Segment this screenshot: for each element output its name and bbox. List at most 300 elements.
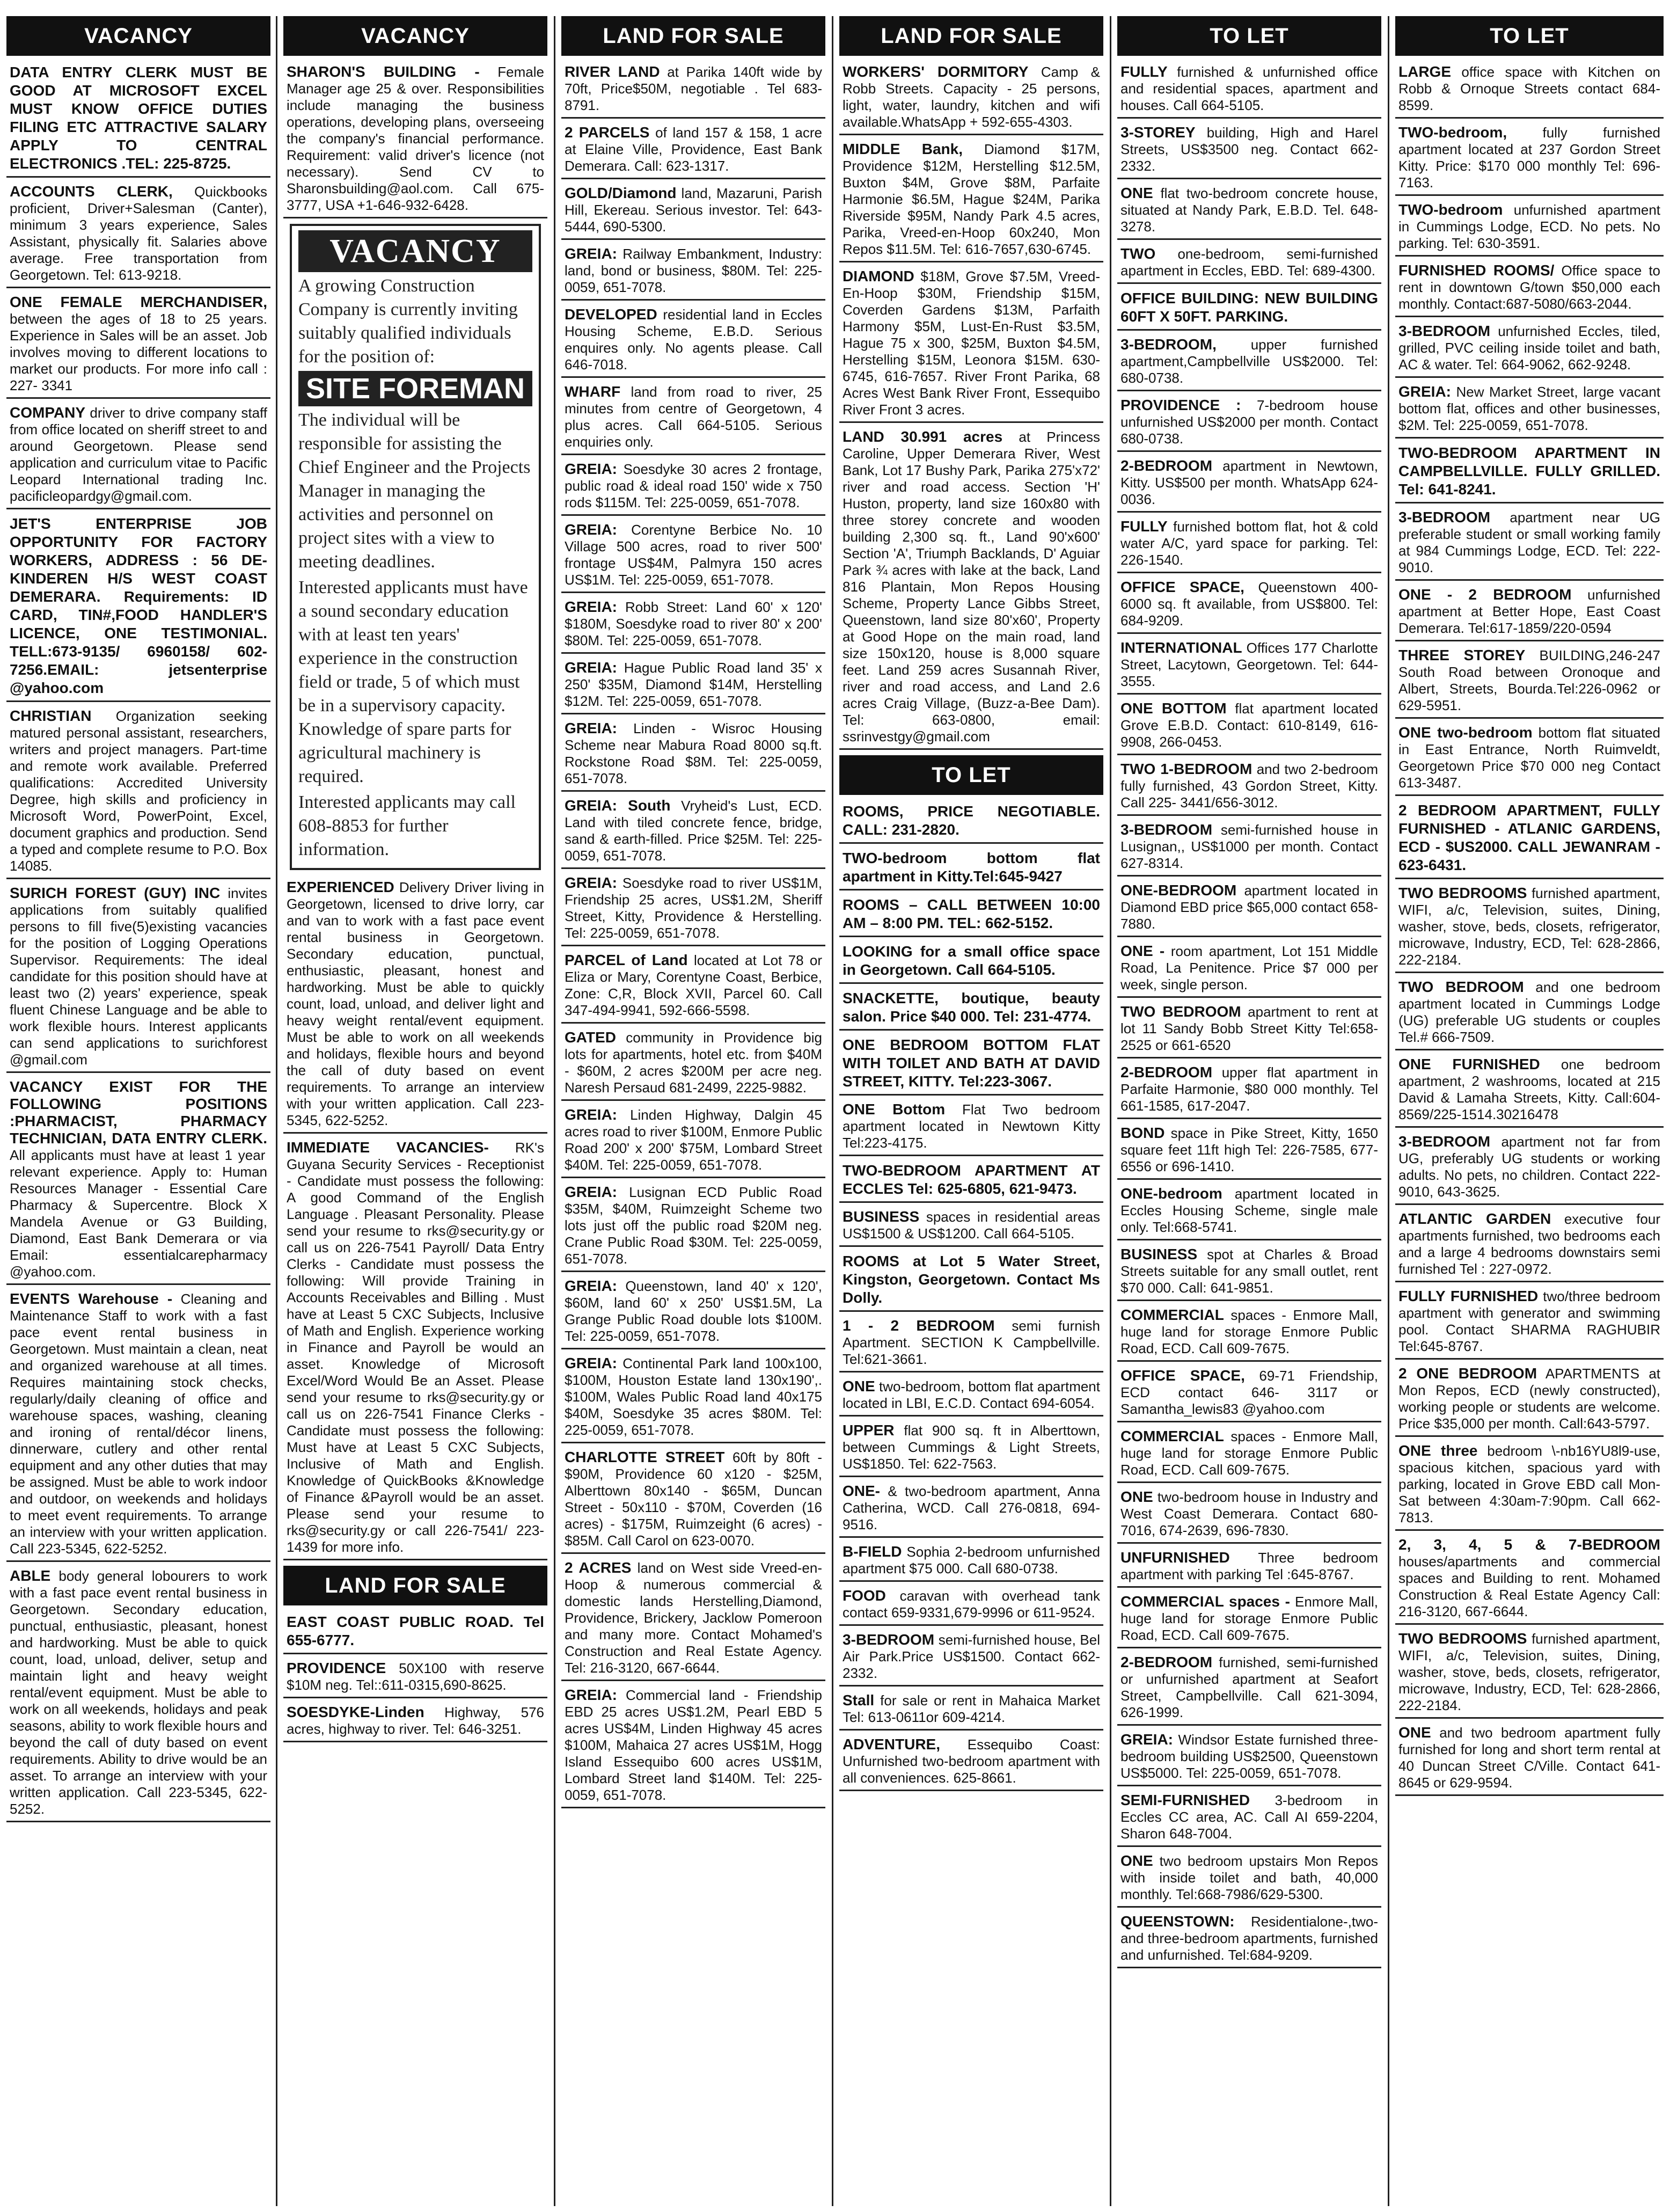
ad-body: Camp & Robb Streets. Capacity - 25 persons, light, water, laundry, kitchen and wifi available.WhatsApp + 592-655-4303.: [843, 64, 1100, 130]
ad-body: 3-bedroom in Eccles CC area, AC. Call AI 659-2204, Sharon 648-7004.: [1120, 1792, 1378, 1842]
classified-ad: [839, 1101, 1103, 1156]
classified-ad: [1117, 1488, 1381, 1544]
section-header: TO LET: [1117, 16, 1381, 56]
classified-ad: [1395, 1288, 1664, 1360]
ad-lead: 3-BEDROOM: [1398, 509, 1491, 525]
ad-body: Robb Street: Land 60' x 120' $180M, Soesdyke road to river 80' x 200' $80M. Tel: 225-0059, 651-7078.: [565, 599, 822, 648]
ad-lead: GREIA:: [1398, 383, 1451, 400]
ad-body: furnished apartment, WIFI, a/c, Television, suites, Dining, washer, stove, beds, closets, refrigerator, microwave, Industry, ECD, Tel: 628-2866, 222-2184.: [1398, 885, 1660, 968]
classified-ad: [1117, 1306, 1381, 1362]
classified-ad: [561, 720, 825, 792]
ad-lead: FULLY: [1120, 63, 1168, 80]
classified-ad: [561, 874, 825, 946]
classified-ad: [1395, 724, 1664, 796]
ad-body: $18M, Grove $7.5M, Vreed-En-Hoop $30M, Friendship $15M, Coverden Gardens $13M, Parfaith Harmony $5M, Lust-En-Rust $3.5M, Hague 75 x 300, $25M, Buxton $4.5M, Herstelling $15M, Leonora $15M. 630-6745, 616-7657. River Front Parika, 68 Acres West Bank River Front, Essequibo River Front 3 acres.: [843, 268, 1100, 418]
ad-body: apartment located in Eccles Housing Scheme, single male only. Tel:668-5741.: [1120, 1186, 1378, 1235]
ad-lead: EVENTS Warehouse -: [10, 1290, 173, 1307]
ad-lead: DEVELOPED: [565, 306, 657, 323]
classified-ad: [283, 1613, 547, 1654]
column-to-let-1: [1117, 16, 1381, 2206]
classified-ad: [1117, 457, 1381, 513]
ad-lead: SEMI-FURNISHED: [1120, 1792, 1250, 1808]
ad-body: executive four apartments furnished, two bedrooms each and a large 4 bedrooms downstairs semi furnished Tel : 227-0972.: [1398, 1211, 1660, 1277]
ad-body: caravan with overhead tank contact 659-9331,679-9996 or 611-9524.: [843, 1588, 1100, 1620]
ad-lead: GREIA:: [565, 874, 617, 891]
classified-ad: [839, 1378, 1103, 1417]
ad-body: spot at Charles & Broad Streets suitable for any small outlet, rent $70 000. Call: 641-9851.: [1120, 1246, 1378, 1296]
column-vacancy-1: [6, 16, 270, 2206]
ad-body: Flat Two bedroom apartment located in Newtown Kitty Tel:223-4175.: [843, 1101, 1100, 1151]
ad-lead: UPPER: [843, 1422, 895, 1439]
ad-body: furnished & unfurnished office and residential spaces, apartment and houses. Call 664-5105.: [1120, 64, 1378, 113]
classified-ad: [839, 1587, 1103, 1626]
ad-lead: ONE: [1120, 185, 1153, 201]
ad-body: semi furnish Apartment. SECTION K Campbellville. Tel:621-3661.: [843, 1318, 1100, 1367]
ad-body: at Parika 140ft wide by 70ft, Price$50M, negotiable . Tel 683-8791.: [565, 64, 822, 113]
ad-body: Residentialone-,two-and three-bedroom apartments, furnished and unfurnished. Tel:684-9209.: [1120, 1914, 1378, 1963]
ad-lead: GREIA:: [565, 598, 617, 615]
ad-body: unfurnished Eccles, tiled, grilled, PVC ceiling inside toilet and bath, AC & water. Tel: 664-9062, 662-9248.: [1398, 323, 1660, 373]
classified-ad: [1117, 1428, 1381, 1483]
ad-lead: BUSINESS: [843, 1208, 920, 1225]
ad-lead: 3-BEDROOM: [1398, 1133, 1491, 1150]
classified-ad: [6, 707, 270, 879]
ad-body: and two 2-bedroom fully furnished, 43 Gordon Street, Kitty. Call 225- 3441/656-3012.: [1120, 761, 1378, 811]
section-header: LAND FOR SALE: [839, 16, 1103, 56]
ad-lead: ROOMS at Lot 5 Water Street, Kingston, Georgetown. Contact Ms Dolly.: [843, 1253, 1100, 1306]
ad-body: Queenstown, land 40' x 120', $60M, land 60' x 250' US$1.5M, La Grange Public Road double lots $100M. Tel: 225-0059, 651-7078.: [565, 1278, 822, 1344]
ad-body: Corentyne Berbice No. 10 Village 500 acres, road to river 500' frontage US$4M, Palmyra 150 acres US$1M. Tel: 225-0059, 651-7078.: [565, 522, 822, 588]
ad-body: land on West side Vreed-en-Hoop & numerous commercial & domestic lands Herstelling,Diamond, Providence, Brickery, Jacklow Pomeroon and many more. Contact Mohamed's Construction and Real Estate Agency. Tel: 216-3120, 667-6644.: [565, 1560, 822, 1676]
ad-body: one-bedroom, semi-furnished apartment in Eccles, EBD. Tel: 689-4300.: [1120, 246, 1378, 279]
ad-body: flat 900 sq. ft in Alberttown, between Cummings & Light Streets, US$1850. Tel: 622-7563.: [843, 1422, 1100, 1472]
ad-lead: OFFICE SPACE,: [1120, 1367, 1245, 1384]
ad-body: Quickbooks proficient, Driver+Salesman (Canter), minimum 3 years experience, Sales Assistant, physically fit. Salaries above average. Free transportation from Georgetown. Tel: 613-9218.: [10, 184, 267, 283]
classified-ad: [839, 989, 1103, 1031]
ad-lead: GREIA:: [1120, 1731, 1173, 1748]
ad-body: New Market Street, large vacant bottom flat, offices and other businesses, $2M. Tel: 225-0059, 651-7078.: [1398, 384, 1660, 433]
ad-body: Organization seeking matured personal assistant, researchers, writers and project managers. Part-time and remote work available. Preferred qualifications: Accredited University Degree, high skills and proficiency in Microsoft Word, PowerPoint, Excel, document graphics and production. Send a typed and complete resume to P.O. Box 14085.: [10, 708, 267, 874]
classified-ad: [839, 1543, 1103, 1582]
classified-ad: [839, 1692, 1103, 1731]
classified-ad: [839, 943, 1103, 984]
section-header: TO LET: [839, 755, 1103, 795]
ad-lead: GATED: [565, 1029, 616, 1046]
ad-body: apartment not far from UG, preferably UG students or working adults. No pets, no children. Contact 222-9010, 643-3625.: [1398, 1134, 1660, 1200]
classified-ad: [839, 1631, 1103, 1687]
classified-ad: [1117, 124, 1381, 179]
ad-lead: GOLD/Diamond: [565, 185, 677, 201]
ad-body: Railway Embankment, Industry: land, bond or business, $80M. Tel: 225-0059, 651-7078.: [565, 246, 822, 295]
ad-body: upper flat apartment in Parfaite Harmonie, $80 000 monthly. Tel 661-1585, 617-2047.: [1120, 1064, 1378, 1114]
ad-body: All applicants must have at least 1 year relevant experience. Apply to: Human Resources Manager - Essential Care Pharmacy & Supercentre. Block X Mandela Avenue or G3 Building, Diamond, East Bank Demerara or via Email: essentialcarepharmacy @yahoo.com.: [10, 1147, 267, 1280]
ad-body: Three bedroom apartment with parking Tel :645-8767.: [1120, 1550, 1378, 1582]
ad-lead: SURICH FOREST (GUY) INC: [10, 885, 221, 901]
ad-lead: DATA ENTRY CLERK MUST BE GOOD AT MICROSOFT EXCEL MUST KNOW OFFICE DUTIES FILING ETC ATTRACTIVE SALARY APPLY TO CENTRAL ELECTRONICS .TEL: 225-8725.: [10, 64, 267, 172]
ad-lead: GREIA:: [565, 461, 617, 477]
ad-lead: OFFICE SPACE,: [1120, 579, 1244, 595]
ad-lead: UNFURNISHED: [1120, 1549, 1230, 1566]
ad-lead: MIDDLE Bank,: [843, 141, 963, 157]
classified-ad: [1117, 185, 1381, 240]
ad-lead: BOND: [1120, 1125, 1165, 1141]
ad-body: located at Lot 78 or Eliza or Mary, Corentyne Coast, Berbice, Zone: C,R, Block XVII, Parcel 60. Call 347-494-9941, 592-666-5598.: [565, 952, 822, 1018]
ad-lead: ROOMS, PRICE NEGOTIABLE. CALL: 231-2820.: [843, 803, 1100, 838]
classified-ad: [839, 1036, 1103, 1096]
classified-ad: [1395, 801, 1664, 879]
ad-lead: FURNISHED ROOMS/: [1398, 262, 1555, 279]
classified-ad: [839, 1422, 1103, 1477]
classified-ad: [1117, 336, 1381, 391]
ad-lead: WORKERS' DORMITORY: [843, 63, 1029, 80]
ad-body: driver to drive company staff from office located on sheriff street to and around Georgetown. Please send application and curriculum vitae to Pacific Leopard International trading Inc. pacificleopardgy@gmail.com.: [10, 405, 267, 504]
ad-lead: ONE Bottom: [843, 1101, 946, 1118]
ad-lead: INTERNATIONAL: [1120, 639, 1242, 656]
ad-body: residential land in Eccles Housing Scheme, E.B.D. Serious enquires only. No agents please. Call 646-7018.: [565, 306, 822, 373]
ad-lead: GREIA:: [565, 1277, 617, 1294]
classified-ad: [1117, 397, 1381, 452]
column-divider: [1110, 16, 1111, 2206]
classified-ad: [6, 885, 270, 1073]
classified-ad: [1117, 1064, 1381, 1119]
ad-lead: ONE BEDROOM BOTTOM FLAT WITH TOILET AND BATH AT DAVID STREET, KITTY. Tel:223-3067.: [843, 1036, 1100, 1090]
classified-ad: [1395, 1056, 1664, 1128]
classified-ad: [1395, 124, 1664, 196]
ad-body: Soesdyke 30 acres 2 frontage, public road & ideal road 150' wide x 750 rods $115M. Tel: 225-0059, 651-7078.: [565, 461, 822, 510]
ad-body: APARTMENTS at Mon Repos, ECD (newly constructed), working people or students are welcome. Price $35,000 per month. Call:643-5797.: [1398, 1366, 1661, 1432]
ad-body: Linden Highway, Dalgin 45 acres road to river $100M, Enmore Public Road 200' x 200' $75M, Lombard Street $40M. Tel: 225-0059, 651-7078.: [565, 1107, 822, 1173]
ad-body: and two bedroom apartment fully furnished for long and short term rental at 40 Duncan Street C/Ville. Contact 641-8645 or 629-9594.: [1398, 1725, 1660, 1791]
ad-lead: FULLY FURNISHED: [1398, 1288, 1539, 1304]
ad-lead: WHARF: [565, 383, 621, 400]
column-land-1: [561, 16, 825, 2206]
ad-body: flat apartment located Grove E.B.D. Contact: 610-8149, 616-9908, 266-0453.: [1120, 700, 1378, 750]
classified-ad: [839, 1736, 1103, 1791]
ad-lead: CHRISTIAN: [10, 707, 92, 724]
classified-ad: [561, 1184, 825, 1272]
ad-lead: 3-BEDROOM,: [1120, 336, 1217, 353]
ad-body: office space with Kitchen on Robb & Ornoque Streets contact 684-8599.: [1398, 64, 1660, 113]
classified-ad: [561, 124, 825, 179]
ad-lead: GREIA:: [565, 245, 617, 262]
classified-ad: [1117, 639, 1381, 695]
ad-body: Diamond $17M, Providence $12M, Herstelling $12.5M, Buxton $4M, Grove $8M, Parfaite Harmonie $6.5M, Hague $24M, Parika Riverside $95M, Nandy Park 4.5 acres, Parika, Vreed-en-Hoop 60x240, Mon Repos $11.5M. Tel: 616-7657,630-6745.: [843, 141, 1100, 257]
ad-body: Queenstown 400-6000 sq. ft available, from US$800. Tel: 684-9209.: [1120, 579, 1378, 629]
ad-body: building, High and Harel Streets, US$3500 neg. Contact 662-2332.: [1120, 125, 1378, 174]
ad-lead: PROVIDENCE: [287, 1660, 386, 1676]
ad-body: Office space to rent in downtown G/town $50,000 each monthly. Contact:687-5080/663-2044.: [1398, 262, 1660, 312]
ad-lead: ACCOUNTS CLERK,: [10, 183, 173, 200]
classified-ad: [1117, 1549, 1381, 1588]
ad-body: community in Providence big lots for apartments, hotel etc. from $40M - $60M, 2 acres $200M per acre neg. Naresh Persaud 681-2499, 2225-9882.: [565, 1030, 822, 1096]
classified-ad: [561, 952, 825, 1024]
ad-lead: ONE: [843, 1378, 875, 1395]
ad-body: Sophia 2-bedroom unfurnished apartment $75 000. Call 680-0738.: [843, 1544, 1100, 1576]
classified-ad: [1117, 1792, 1381, 1847]
ad-lead: TWO-BEDROOM APARTMENT IN CAMPBELLVILLE. FULLY GRILLED. Tel: 641-8241.: [1398, 444, 1660, 498]
classified-ad: [1117, 245, 1381, 284]
ad-body: Cleaning and Maintenance Staff to work with a fast pace event rental business in Georgetown. Must maintain a clean, neat and organized warehouse at all times. Requires maintaining stock checks, regularly/daily cleaning of office and warehouse spaces, washing, cleaning and ironing of rental/décor linens, dinnerware, cutlery and other rental equipment and any other duties that may be assigned. Must be able to work indoor and outdoor, on weekends and holidays to meet event requirements. To arrange an interview with your written application. Call 223-5345, 622-5252.: [10, 1291, 267, 1557]
classified-ad: [1395, 1365, 1664, 1437]
classified-ad: [839, 849, 1103, 890]
ad-lead: SNACKETTE, boutique, beauty salon. Price $40 000. Tel: 231-4774.: [843, 990, 1100, 1025]
classified-ad: [1395, 509, 1664, 581]
ad-lead: BUSINESS: [1120, 1246, 1198, 1262]
ad-lead: COMPANY: [10, 404, 86, 421]
ad-lead: CHARLOTTE STREET: [565, 1449, 725, 1465]
box-ad-intro: A growing Construction Company is currently inviting suitably qualified individuals for the position of:: [298, 276, 518, 367]
ad-lead: PARCEL of Land: [565, 952, 688, 968]
ad-body: BUILDING,246-247 South Road between Oronoque and Albert, Streets, Bourda.Tel:226-0962 or 629-5951.: [1398, 647, 1660, 713]
classified-ad: [6, 1078, 270, 1285]
classified-ad: [561, 461, 825, 516]
box-ad-paragraph: Interested applicants must have a sound secondary education with at least ten years' experience in the construction field or trade, 5 of which must be in a supervisory capacity. Knowledge of spare parts for agricultural machinery is required.: [298, 578, 528, 786]
classified-ad: [1117, 289, 1381, 331]
ad-lead: TWO BEDROOM: [1398, 979, 1524, 995]
classified-ad: [561, 1029, 825, 1101]
classified-ad: [1117, 63, 1381, 119]
ad-lead: TWO BEDROOMS: [1398, 885, 1527, 901]
section-header: VACANCY: [6, 16, 270, 56]
ad-lead: GREIA:: [565, 659, 617, 676]
classified-ad: [839, 896, 1103, 937]
ad-body: Windsor Estate furnished three-bedroom building US$2500, Queenstown US$5000. Tel: 225-0059, 651-7078.: [1120, 1732, 1378, 1781]
classified-ad: [839, 1208, 1103, 1247]
classified-ad: [1117, 943, 1381, 998]
ad-lead: ONE FURNISHED: [1398, 1056, 1540, 1072]
ad-lead: GREIA:: [565, 720, 617, 736]
ad-body: 50X100 with reserve $10M neg. Tel::611-0315,690-8625.: [287, 1660, 544, 1693]
ad-lead: ONE two-bedroom: [1398, 724, 1533, 741]
ad-body: Delivery Driver living in Georgetown, licensed to drive lorry, car and van to work with a fast pace event rental business in Georgetown. Secondary education, punctual, enthusiastic, pleasant, honest and hardworking. Must be able to quickly count, load, unload, and deliver light and heavy weight rental/event equipment. Must be able to work on all weekends and holidays, flexible hours and beyond the call of duty based on event requirements. To arrange an interview with your written application. Call 223-5345, 622-5252.: [287, 879, 544, 1128]
classified-ad: [1117, 1003, 1381, 1058]
classified-ad: [839, 1317, 1103, 1373]
ad-body: 60ft by 80ft - $90M, Providence 60 x120 - $25M, Alberttown 80x140 - $65M, Duncan Street - 50x110 - $70M, Coverden (16 acres) - $175M, Ruimzeight (6 acres) - $85M. Call Carol on 623-0070.: [565, 1449, 822, 1549]
ad-lead: TWO: [1120, 245, 1156, 262]
classified-ad: [1117, 1246, 1381, 1301]
classified-ad: [839, 1252, 1103, 1312]
ad-lead: GREIA:: [565, 521, 617, 538]
classified-ad: [561, 185, 825, 240]
ad-body: & two-bedroom apartment, Anna Catherina, WCD. Call 276-0818, 694-9516.: [843, 1483, 1100, 1532]
ad-body: body general lobourers to work with a fast pace event rental business in Georgetown. Secondary education, punctual, enthusiastic, pleasant, honest and hardworking. Must be able to quick count, load, unload, deliver, setup and maintain light and heavy weight rental/event equipment. Must be able to work on all weekends, holidays and peak seasons, ability to work flexible hours and beyond the call of duty based on event requirements. Ability to drive would be an asset. To arrange an interview with your written application. Call 223-5345, 622-5252.: [10, 1568, 267, 1817]
ad-body: Linden - Wisroc Housing Scheme near Mabura Road 8000 sq.ft. Rockstone Road $8M. Tel: 225-0059, 651-7078.: [565, 720, 822, 786]
ad-lead: LARGE: [1398, 63, 1451, 80]
ad-body: space in Pike Street, Kitty, 1650 square feet 11ft high Tel: 226-7585, 677-6556 or 696-1410.: [1120, 1125, 1378, 1174]
classified-ad: [1395, 1536, 1664, 1625]
ad-lead: FULLY: [1120, 518, 1168, 535]
classified-ad: [1395, 647, 1664, 719]
ad-body: flat two-bedroom concrete house, situated at Nandy Park, E.B.D. Tel. 648-3278.: [1120, 185, 1378, 235]
ad-lead: EAST COAST PUBLIC ROAD. Tel 655-6777.: [287, 1614, 544, 1648]
ad-lead: TWO 1-BEDROOM: [1120, 761, 1252, 777]
ad-lead: 2 ACRES: [565, 1559, 632, 1576]
ad-body: houses/apartments and commercial spaces and Building to rent. Mohamed Construction & Real Estate Agency Call: 216-3120, 667-6644.: [1398, 1553, 1660, 1619]
ad-body: invites applications from suitably qualified persons to fill five(5)existing vacancies for the position of Logging Operations Supervisor. Requirements: The ideal candidate for this position should have at least two (2) years' experience, speak fluent Chinese Language and be able to work flexible hours. Interest applicants can send applications to surichforest @gmail.com: [10, 885, 268, 1068]
ad-body: RK's Guyana Security Services - Receptionist - Candidate must possess the following: A good Command of the English Language . Pleasant Personality. Please send your resume to rks@security.gy or call us on 226-7541 Payroll/ Data Entry Clerks - Candidate must possess the following: Will provide Training in Accounts Receivables and Billing . Must have at Least 5 CXC Subjects, Inclusive of Math and English. Experience working in Finance and Payroll be would an asset. Knowledge of Microsoft Excel/Word Would Be an Asset. Please send your resume to rks@security.gy or call us on 226-7541 Finance Clerks - Candidate must possess the following: Must have at Least 5 CXC Subjects, Inclusive of Math and English. Knowledge of QuickBooks &Knowledge of Finance &Payroll would be an asset. Please send your resume to rks@security.gy or call 226-7541/ 223-1439 for more info.: [287, 1140, 544, 1555]
ad-body: Highway, 576 acres, highway to river. Tel: 646-3251.: [287, 1704, 544, 1737]
ad-lead: GREIA:: [565, 1106, 617, 1123]
classified-ad: [1395, 262, 1664, 317]
column-divider: [832, 16, 833, 2206]
classified-ad: [1117, 518, 1381, 573]
classified-ad: [1117, 1654, 1381, 1726]
classified-ad: [283, 63, 547, 218]
ad-body: Commercial land - Friendship EBD 25 acres US$1.2M, Pearl EBD 5 acres US$4M, Linden Highway 45 acres $100M, Mahaica 27 acres US$1M, Hogg Island Essequibo 600 acres US$1M, Lombard Street land $140M. Tel: 225-0059, 651-7078.: [565, 1687, 822, 1803]
ad-body: Soesdyke road to river US$1M, Friendship 25 acres, US$1.2M, Sheriff Street, Kitty, Providence & Herstelling. Tel: 225-0059, 651-7078.: [565, 875, 822, 941]
box-ad-paragraph: The individual will be responsible for assisting the Chief Engineer and the Projects Manager in managing the activities and personnel on project sites with a view to meeting deadlines.: [298, 410, 531, 572]
ad-lead: LOOKING for a small office space in Georgetown. Call 664-5105.: [843, 943, 1100, 978]
ad-body: Female Manager age 25 & over. Responsibilities include managing the business operations, developing plans, overseeing the company's financial performance. Requirement: valid driver's licence (not necessary). Send CV to Sharonsbuilding@aol.com. Call 675-3777, USA +1-646-932-6428.: [287, 64, 544, 213]
classified-ad: [1117, 1593, 1381, 1648]
ad-body: and one bedroom apartment located in Cummings Lodge (UG) preferable UG students or couples Tel.# 666-7509.: [1398, 979, 1661, 1045]
ad-lead: COMMERCIAL spaces -: [1120, 1593, 1290, 1610]
ad-lead: 2-BEDROOM: [1120, 1654, 1213, 1670]
classified-ad: [1395, 586, 1664, 641]
classified-ad: [1117, 1367, 1381, 1422]
ad-body: two bedroom upstairs Mon Repos with inside toilet and bath, 40,000 monthly. Tel:668-7986/629-5300.: [1120, 1853, 1378, 1902]
classified-ad: [1395, 1442, 1664, 1531]
classified-ad: [1395, 1210, 1664, 1282]
column-divider: [554, 16, 555, 2206]
ad-lead: ABLE: [10, 1567, 51, 1584]
ad-lead: ONE: [1120, 1488, 1153, 1505]
classified-ad: [6, 63, 270, 178]
ad-lead: ONE-bedroom: [1120, 1185, 1222, 1202]
ad-lead: 2 PARCELS: [565, 124, 650, 141]
ad-lead: 2-BEDROOM: [1120, 457, 1213, 474]
classified-ad: [839, 141, 1103, 262]
classified-ad: [6, 1290, 270, 1562]
ad-body: at Princess Caroline, Upper Demerara River, West Bank, Lot 17 Bushy Park, Parika 275'x72' river and road access. Section 'H' Huston, property, land size 160x80 with three storey concrete and wooden building 2,300 sq. ft., Land 90'x600' Section 'A', Triumph Backlands, D' Aguiar Park ¾ acres with lake at the back, Land 816 Plantain, Mon Repos Housing Scheme, Property Lance Gibbs Street, Queenstown, land size 80'x60', Property at Good Hope on the main road, land size 150x120, house is 8,000 square feet. Land 259 acres Susannah River, river and road access, and Land 2.6 acres Craig Village, (Buzz-a-Bee Dam). Tel: 663-0800, email: ssrinvestgy@gmail.com: [843, 429, 1101, 744]
classified-ad: [283, 879, 547, 1134]
ad-lead: ONE - 2 BEDROOM: [1398, 586, 1572, 603]
classified-ad: [1117, 700, 1381, 755]
ad-body: fully furnished apartment located at 237 Gordon Street Kitty. Price: $170 000 monthly Tel: 696-7163.: [1398, 125, 1660, 191]
ad-lead: 2-BEDROOM: [1120, 1064, 1213, 1081]
column-vacancy-2: [283, 16, 547, 2206]
column-to-let-2: [1395, 16, 1664, 2206]
section-header: TO LET: [1395, 16, 1664, 56]
classified-ad: [283, 1704, 547, 1742]
ad-body: Hague Public Road land 35' x 250' $35M, Diamond $14M, Herstelling $12M. Tel: 225-0059, 651-7078.: [565, 660, 822, 709]
ad-body: furnished apartment, WIFI, a/c, Television, suites, Dining, washer, stove, beds, closets, refrigerator, microwave, Industry, ECD, Tel: 628-2866, 222-2184.: [1398, 1631, 1660, 1713]
classified-ad: [561, 598, 825, 654]
ad-lead: ONE three: [1398, 1442, 1478, 1459]
ad-lead: 3-BEDROOM: [1120, 821, 1213, 838]
classified-ad: [839, 1162, 1103, 1203]
ad-lead: Stall: [843, 1692, 875, 1709]
classified-ad: [561, 1277, 825, 1349]
ad-lead: SHARON'S BUILDING -: [287, 63, 480, 80]
ad-lead: COMMERCIAL: [1120, 1306, 1224, 1323]
ad-lead: GREIA: South: [565, 797, 671, 814]
ad-lead: ONE: [1398, 1724, 1431, 1741]
ad-lead: ATLANTIC GARDEN: [1398, 1210, 1551, 1227]
classified-ad: [561, 1355, 825, 1443]
ad-lead: TWO-bedroom,: [1398, 124, 1507, 141]
classified-ad: [561, 1106, 825, 1178]
classified-ad: [561, 521, 825, 593]
ad-body: Lusignan ECD Public Road $35M, $40M, Ruimzeight Scheme two lots just off the public road $20M neg. Crane Public Road $30M. Tel: 225-0059, 651-7078.: [565, 1184, 822, 1267]
classified-ad: [1117, 761, 1381, 816]
classified-ad: [1117, 882, 1381, 937]
ad-lead: IMMEDIATE VACANCIES-: [287, 1139, 489, 1156]
classified-ad: [1117, 1913, 1381, 1968]
classified-ad: [1395, 1630, 1664, 1719]
ad-body: land from road to river, 25 minutes from centre of Georgetown, 4 plus acres. Call 664-5105. Serious enquiries only.: [565, 384, 822, 450]
ad-body: apartment in Newtown, Kitty. US$500 per month. WhatsApp 624-0036.: [1120, 458, 1378, 507]
classified-ad: [1117, 821, 1381, 877]
ad-lead: 3-BEDROOM: [1398, 323, 1491, 339]
ad-lead: 2, 3, 4, 5 & 7-BEDROOM: [1398, 1536, 1660, 1553]
ad-lead: B-FIELD: [843, 1543, 902, 1560]
ad-lead: 2 ONE BEDROOM: [1398, 1365, 1537, 1382]
ad-lead: GREIA:: [565, 1355, 617, 1371]
classified-ad: [283, 1139, 547, 1560]
ad-lead: TWO-bedroom bottom flat apartment in Kitty.Tel:645-9427: [843, 850, 1100, 885]
ad-lead: ONE BOTTOM: [1120, 700, 1227, 717]
ad-body: furnished bottom flat, hot & cold water A/C, yard space for parking. Tel: 226-1540.: [1120, 519, 1378, 568]
classified-ad: [1117, 1731, 1381, 1786]
classified-ad: [6, 1567, 270, 1822]
classified-ad: [6, 183, 270, 288]
ad-lead: ADVENTURE,: [843, 1736, 941, 1753]
ad-body: two-bedroom, bottom flat apartment located in LBI, E.C.D. Contact 694-6054.: [843, 1378, 1100, 1411]
classified-ad: [561, 1687, 825, 1808]
classified-ad: [1117, 1185, 1381, 1240]
ad-lead: 3-STOREY: [1120, 124, 1196, 141]
ad-body: apartment to rent at lot 11 Sandy Bobb Street Kitty Tel:658-2525 or 661-6520: [1120, 1004, 1378, 1053]
ad-body: Essequibo Coast: Unfurnished two-bedroom apartment with all conveniences. 625-8661.: [843, 1736, 1100, 1786]
ad-lead: ONE FEMALE MERCHANDISER,: [10, 294, 267, 310]
classified-ad: [1395, 383, 1664, 439]
classified-ad: [6, 515, 270, 702]
ad-lead: TWO-bedroom: [1398, 201, 1503, 218]
classified-ad: [6, 404, 270, 509]
ad-body: Vryheid's Lust, ECD. Land with tiled concrete fence, bridge, sand & earth-filled. Price $25M. Tel: 225-0059, 651-7078.: [565, 798, 823, 864]
classified-ad: [1395, 885, 1664, 973]
ad-body: semi-furnished house in Lusignan,, US$1000 per month. Contact 627-8314.: [1120, 822, 1378, 871]
ad-body: room apartment, Lot 151 Middle Road, La Penitence. Price $7 000 per week, single person.: [1120, 943, 1379, 992]
ad-lead: ONE-BEDROOM: [1120, 882, 1237, 899]
ad-body: bedroom \-nb16YU8l9-use, spacious kitchen, spacious yard with parking, located in Grove EBD call Mon-Sat between 4:30am-7:90pm. Call 662-7813.: [1398, 1443, 1660, 1525]
ad-lead: TWO BEDROOMS: [1398, 1630, 1527, 1647]
classified-ad: [561, 1559, 825, 1681]
ad-body: apartment near UG preferable student or small working family at 984 Cummings Lodge, ECD. Tel: 222-9010.: [1398, 509, 1660, 575]
site-foreman-box-ad: [290, 224, 541, 870]
ad-body: two-bedroom house in Industry and West Coast Demerara. Contact 680-7016, 674-2639, 696-7830.: [1120, 1489, 1378, 1538]
ad-body: 7-bedroom house unfurnished US$2000 per month. Contact 680-0738.: [1120, 397, 1379, 447]
ad-body: spaces - Enmore Mall, huge land for storage Enmore Public Road, ECD. Call 609-7675.: [1120, 1428, 1378, 1478]
classified-ad: [1117, 1852, 1381, 1908]
classified-ad: [839, 268, 1103, 423]
ad-lead: LAND 30.991 acres: [843, 428, 1003, 445]
section-header: LAND FOR SALE: [561, 16, 825, 56]
ad-lead: THREE STOREY: [1398, 647, 1526, 663]
classified-ad: [561, 245, 825, 301]
classified-ad: [561, 306, 825, 378]
classified-ad: [839, 1483, 1103, 1538]
ad-lead: ONE-: [843, 1483, 880, 1499]
ad-lead: 2 BEDROOM APARTMENT, FULLY FURNISHED - ATLANIC GARDENS, ECD - $US2000. CALL JEWANRAM - 623-6431.: [1398, 802, 1660, 873]
classified-ad: [839, 63, 1103, 135]
box-ad-position: SITE FOREMAN: [298, 371, 532, 406]
box-ad-paragraph: Interested applicants may call 608-8853 for further information.: [298, 792, 516, 859]
section-header: LAND FOR SALE: [283, 1566, 547, 1605]
classified-ad: [1117, 1125, 1381, 1180]
ad-body: 69-71 Friendship, ECD contact 646- 3117 or Samantha_lewis83 @yahoo.com: [1120, 1368, 1378, 1417]
